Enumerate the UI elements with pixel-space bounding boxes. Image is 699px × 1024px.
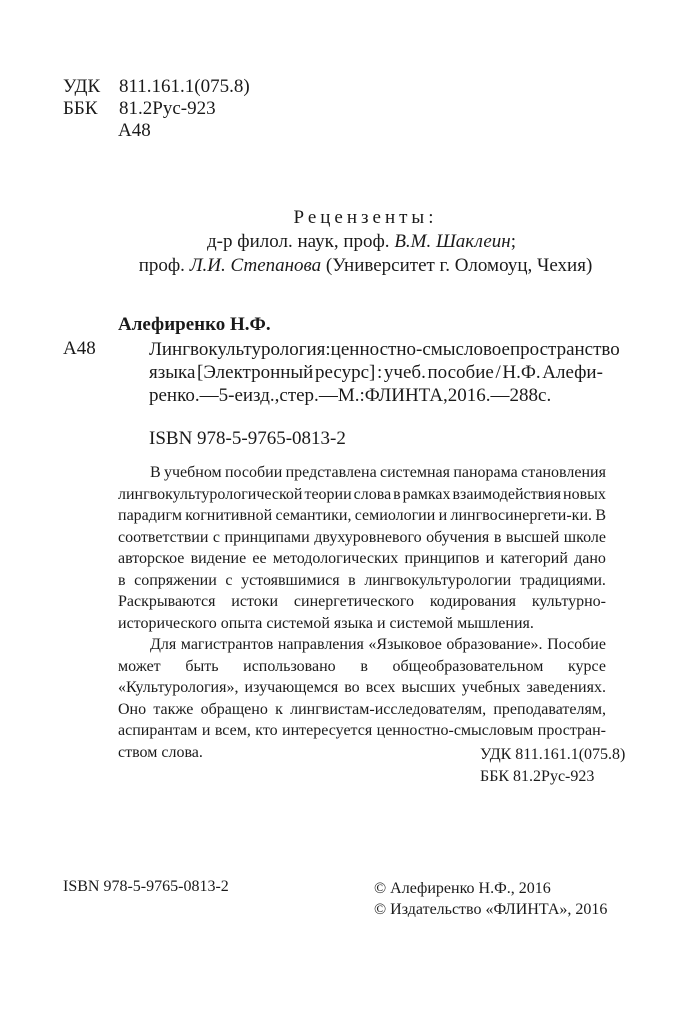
annotation-p1-word: парадигм xyxy=(118,507,182,524)
copyright-author: © Алефиренко Н.Ф., 2016 xyxy=(374,880,551,897)
bibliographic-description xyxy=(149,338,620,407)
annotation-p1-word: системная xyxy=(380,464,451,481)
annotation-p1-word: учебном xyxy=(163,464,222,481)
annotation-p1-word: и xyxy=(485,550,495,567)
bib-line xyxy=(149,361,603,384)
reviewer-1-suffix: ; xyxy=(510,231,516,252)
annotation-p1-word: семантики, xyxy=(275,507,352,524)
bib-word: / xyxy=(495,362,501,383)
annotation-p2-word: ценностно-смысловым xyxy=(376,722,534,739)
annotation-p1-line xyxy=(118,570,606,592)
annotation-p2-word: учебных xyxy=(461,679,521,696)
footer-isbn: ISBN 978-5-9765-0813-2 xyxy=(63,878,229,895)
annotation-p2-word: всем, xyxy=(214,722,251,739)
bib-word: Лингвокультурология xyxy=(149,339,326,360)
annotation-p1-word: устоявшимися xyxy=(241,571,340,589)
annotation-p1-word: методологических xyxy=(272,550,399,567)
bib-word: М. xyxy=(337,385,360,406)
annotation-p1-word: принципов xyxy=(404,550,480,567)
annotation-p1-word: становления xyxy=(521,464,606,481)
bib-word: : xyxy=(377,362,383,383)
annotation-p1-line xyxy=(118,462,606,484)
classification-codes-top xyxy=(63,76,250,142)
reviewers-block xyxy=(0,206,699,278)
bib-word: ФЛИНТА, xyxy=(364,385,448,406)
annotation-p2-word: образование». xyxy=(446,636,543,653)
annotation-p1-word: видение xyxy=(190,550,247,567)
annotation-p2-word: Для xyxy=(150,636,177,653)
reviewer-2-title: проф. xyxy=(138,255,190,276)
annotation-p1-word: пособии xyxy=(224,464,283,481)
annotation-p2-word: аспирантам xyxy=(118,722,198,739)
annotation-p2-word: может xyxy=(118,657,161,675)
annotation-p1-word: обучения xyxy=(426,528,490,546)
annotation-p1-word: соответствии xyxy=(118,528,209,546)
annotation-p1-word: принципами xyxy=(224,528,310,546)
annotation-p1-word: школе xyxy=(563,528,606,546)
annotation-p2-word: Оно xyxy=(118,700,147,718)
annotation-p1-word: исторического опыта системой языка и системой мышления. xyxy=(118,614,534,632)
annotation-p1-line xyxy=(118,484,606,506)
copyright-block xyxy=(374,878,607,920)
udk-value: 811.161.1(075.8) xyxy=(119,76,250,97)
bbk-bottom: ББК 81.2Рус-923 xyxy=(480,768,595,785)
annotation-p1-word: В xyxy=(150,464,161,481)
bib-word: — xyxy=(199,385,219,406)
bib-word: 2016. xyxy=(447,385,491,406)
annotation-p1-word: новых xyxy=(563,485,606,503)
bib-word: [Электронный xyxy=(197,362,314,383)
reviewer-2 xyxy=(0,254,699,278)
annotation-p2-word: высших xyxy=(401,679,456,696)
annotation-p2-word: «Культурология», xyxy=(118,679,239,696)
annotation-p2-word: курсе xyxy=(567,657,606,675)
bib-word: 288 xyxy=(509,385,539,406)
udk-label: УДК xyxy=(63,76,101,97)
annotation-p2-word: кто xyxy=(255,722,278,739)
annotation-p2-line xyxy=(118,720,606,742)
annotation-p2-word: также xyxy=(153,700,194,718)
annotation-p1-word: культурно- xyxy=(531,593,606,610)
udk-row xyxy=(63,76,250,98)
annotation-p2-word: изучающемся xyxy=(244,679,339,696)
annotation-p1-word: лингвосинергети-ки. xyxy=(450,507,592,524)
annotation-p2-word: обращено xyxy=(200,700,268,718)
bib-word: : xyxy=(325,339,331,360)
annotation-p2-word: использовано xyxy=(243,657,336,675)
bib-line xyxy=(149,338,620,361)
bib-word: — xyxy=(490,385,510,406)
annotation-p1-word: высшей xyxy=(505,528,560,546)
bib-word: 5-е xyxy=(218,385,243,406)
classification-codes-bottom xyxy=(480,744,625,788)
annotation-p2-word: направления xyxy=(277,636,364,653)
bbk-row xyxy=(63,98,250,120)
bib-word: Н.Ф. xyxy=(502,362,541,383)
annotation-paragraph-1 xyxy=(118,462,606,634)
annotation-p1-word: в xyxy=(348,571,356,589)
annotation-p1-word: представлена xyxy=(285,464,377,481)
annotation-p2-word: заведениях. xyxy=(526,679,606,696)
bbk-value: 81.2Рус-923 xyxy=(119,98,216,119)
author-sign-top: А48 xyxy=(118,120,151,141)
bib-word: ресурс] xyxy=(315,362,376,383)
annotation-p1-word: и xyxy=(438,507,448,524)
annotation-p1-word: сопряжении xyxy=(134,571,217,589)
annotation-p1-line xyxy=(118,591,606,613)
annotation-p1-word: лингвокультурологии xyxy=(364,571,512,589)
annotation-p2-word: магистрантов xyxy=(180,636,274,653)
bib-word: учеб. xyxy=(383,362,426,383)
annotation-p1-word: авторское xyxy=(118,550,185,567)
annotation-p1-word: слова xyxy=(353,485,392,503)
record-author: Алефиренко Н.Ф. xyxy=(118,314,271,335)
annotation-p1-word: категорий xyxy=(500,550,568,567)
reviewer-2-affiliation: (Университет г. Оломоуц, Чехия) xyxy=(321,255,593,276)
annotation-p2-word: «Языковое xyxy=(368,636,442,653)
reviewer-2-name: Л.И. Степанова xyxy=(189,255,322,276)
annotation-p1-word: семиологии xyxy=(354,507,436,524)
annotation-p2-word: ством слова. xyxy=(118,743,203,761)
annotation-p2-word: Пособие xyxy=(547,636,606,653)
annotation-p1-word: традициями. xyxy=(519,571,606,589)
annotation-p2-line xyxy=(118,699,606,721)
annotation-p2-word: общеобразовательном xyxy=(392,657,544,675)
bib-word: пространство xyxy=(509,339,620,360)
bib-word: изд., xyxy=(242,385,280,406)
annotation-p1-word: синергетического xyxy=(293,593,415,610)
annotation-p2-word: интересуется xyxy=(282,722,373,739)
annotation-p2-word: во xyxy=(344,679,360,696)
annotation-p2-word: к xyxy=(275,700,283,718)
annotation-p2-word: преподавателям, xyxy=(493,700,606,718)
annotation-p2-word: лингвистам-исследователям, xyxy=(290,700,487,718)
annotation-p1-line xyxy=(118,527,606,549)
reviewer-1 xyxy=(0,230,699,254)
annotation-p1-word: с xyxy=(225,571,233,589)
annotation-p1-word: истоки xyxy=(231,593,279,610)
bib-word: ценностно-смысловое xyxy=(330,339,510,360)
annotation-p1-word: панорама xyxy=(453,464,518,481)
annotation-p2-word: всех xyxy=(365,679,396,696)
annotation-p1-line xyxy=(118,548,606,570)
annotation-p1-word: кодирования xyxy=(429,593,516,610)
bib-word: стер. xyxy=(279,385,319,406)
annotation-p2-line xyxy=(118,634,606,656)
reviewer-1-title: д-р филол. наук, проф. xyxy=(207,231,395,252)
annotation-p1-word: когнитивной xyxy=(185,507,273,524)
bib-word: ренко. xyxy=(149,385,200,406)
reviewer-1-name: В.М. Шаклеин xyxy=(394,231,511,252)
annotation-p1-word: В xyxy=(595,507,606,524)
annotation-p1-word: с xyxy=(212,528,221,546)
annotation-p2-word: простран- xyxy=(537,722,606,739)
annotation-p1-word: в xyxy=(493,528,502,546)
annotation-p1-word: дано xyxy=(574,550,606,567)
record-author-sign: А48 xyxy=(63,338,96,359)
bib-word: с. xyxy=(538,385,552,406)
annotation-p1-word: ее xyxy=(252,550,267,567)
annotation-p1-word: рамках xyxy=(402,485,451,503)
annotation-p2-word: в xyxy=(360,657,368,675)
bib-word: языка xyxy=(149,362,196,383)
annotation-p2-word: и xyxy=(201,722,211,739)
bib-word: — xyxy=(318,385,338,406)
annotation-p2-line xyxy=(118,677,606,699)
annotation xyxy=(118,462,606,763)
record-isbn: ISBN 978-5-9765-0813-2 xyxy=(149,428,346,449)
annotation-p1-word: взаимодействия xyxy=(452,485,562,503)
annotation-p1-line xyxy=(118,613,606,635)
annotation-p1-word: Раскрываются xyxy=(118,593,216,610)
annotation-p1-word: двухуровневого xyxy=(314,528,422,546)
copyright-publisher: © Издательство «ФЛИНТА», 2016 xyxy=(374,901,608,918)
annotation-p1-word: в xyxy=(393,485,401,503)
reviewers-heading: Рецензенты: xyxy=(293,207,438,228)
bbk-label: ББК xyxy=(63,98,98,119)
annotation-p1-line xyxy=(118,505,606,527)
annotation-p1-word: в xyxy=(118,571,126,589)
bib-word: Алефи- xyxy=(542,362,603,383)
bib-line xyxy=(149,384,603,407)
annotation-p1-word: теории xyxy=(304,485,352,503)
bib-word: пособие xyxy=(427,362,494,383)
bib-word: : xyxy=(359,385,365,406)
annotation-p2-line xyxy=(118,656,606,678)
annotation-p2-word: быть xyxy=(185,657,219,675)
udk-bottom: УДК 811.161.1(075.8) xyxy=(480,746,626,763)
annotation-p1-word: лингвокультурологической xyxy=(118,485,303,503)
